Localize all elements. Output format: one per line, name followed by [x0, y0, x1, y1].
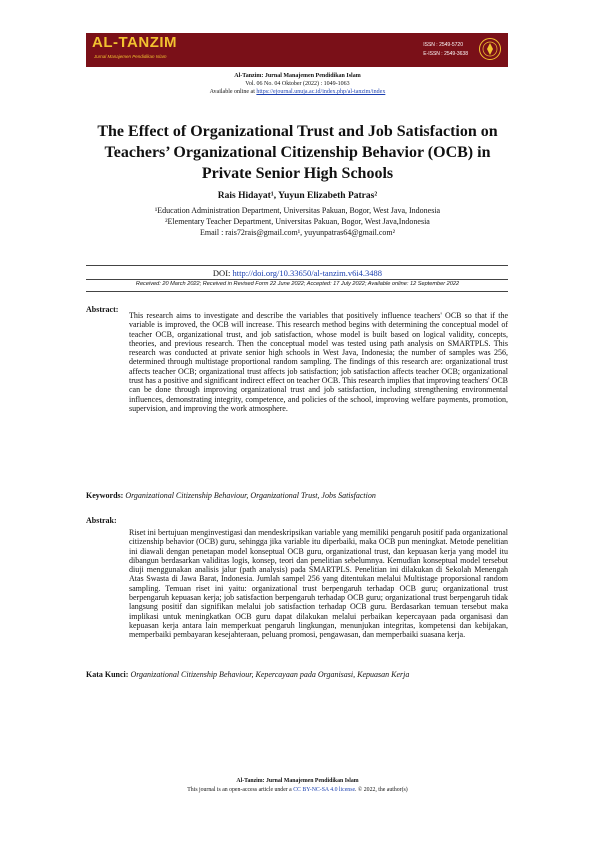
affiliation-2: ²Elementary Teacher Department, Universitas Pakuan, Bogor, West Java,Indonesia — [165, 217, 430, 226]
journal-logo: AL-TANZIM — [92, 34, 178, 51]
journal-availability — [0, 88, 595, 96]
footer-license — [0, 787, 595, 793]
license-suffix: . © 2022, the author(s) — [355, 787, 408, 793]
abstract-label: Abstract: — [86, 305, 119, 314]
affiliations — [0, 205, 595, 238]
received-rule — [86, 291, 508, 292]
kata-kunci-label: Kata Kunci: — [86, 670, 129, 679]
journal-logo-subtitle: Jurnal Manajemen Pendidikan Islam — [94, 54, 167, 59]
keywords-line — [86, 491, 508, 500]
issn-online: E-ISSN : 2549-3638 — [423, 51, 468, 57]
doi-bottom-rule — [86, 279, 508, 280]
keywords-label: Keywords: — [86, 491, 124, 500]
issn-print: ISSN : 2549-5720 — [423, 42, 463, 48]
abstract-text: This research aims to investigate and describe the variables that positively influence teachers' OCB so that if the variable is improved, the OCB will increase. This research method begins with determining the conceptual model of teacher OCB, organizational trust, and job satisfaction, whose model is built based on logical validity, concepts, theories, and previous research. Then the conceptual model was tested using path analysis on SMARTPLS. This research was conducted at private senior high schools in West Java, Indonesia; the number of samples was 256, determined through multistage proportional random sampling. The findings of this research are: organizational trust affects teacher OCB; organizational trust affects job satisfaction; job satisfaction affects teacher OCB; organizational trust has a positive and significant indirect effect on teacher OCB. This research implies that improving teachers' OCB can be done through improving organizational trust and job satisfaction, including strengthening environmental influences, demonstrating integrity, competence, and policies of the school, improving welfare payments, promotion, supervision, and improving the work atmosphere. — [129, 311, 508, 413]
doi-line — [0, 268, 595, 278]
journal-banner — [86, 33, 508, 67]
journal-info — [0, 72, 595, 96]
license-prefix: This journal is an open-access article under a — [187, 787, 292, 793]
doi-top-rule — [86, 265, 508, 266]
journal-url-link[interactable]: https://ejournal.unuja.ac.id/index.php/al-tanzim/index — [256, 89, 386, 95]
university-seal-icon — [478, 37, 502, 61]
issn-block — [423, 41, 468, 59]
paper-title: The Effect of Organizational Trust and Job Satisfaction on Teachers’ Organizational Citizenship Behavior (OCB) in Private Senior High Schools — [97, 123, 498, 182]
author-emails: Email : rais72rais@gmail.com¹, yuyunpatras64@gmail.com² — [199, 228, 396, 237]
kata-kunci-list: Organizational Citizenship Behaviour, Kepercayaan pada Organisasi, Kepuasan Kerja — [130, 670, 410, 679]
abstrak-label: Abstrak: — [86, 516, 117, 525]
received-dates: Received: 20 March 2022; Received in Revised Form 22 June 2022; Accepted: 17 July 2022; Available online: 12 September 2022 — [135, 281, 460, 287]
footer-journal-name: Al-Tanzim: Jurnal Manajemen Pendidikan Islam — [236, 778, 359, 784]
affiliation-1: ¹Education Administration Department, Universitas Pakuan, Bogor, West Java, Indonesia — [154, 206, 441, 215]
paper-authors: Rais Hidayat¹, Yuyun Elizabeth Patras² — [217, 191, 378, 201]
kata-kunci-line — [86, 670, 508, 679]
available-prefix: Available online at — [209, 89, 255, 95]
abstrak-text: Riset ini bertujuan menginvestigasi dan mendeskripsikan variable yang memiliki pengaruh positif pada organizational citizenship behavior (OCB) guru, sehingga jika variable itu diperbaiki, maka OCB pun meningkat. Metode penelitian ini diawali dengan penetapan model konseptual OCB guru, organizational trust, dan kepuasan kerja yang model itu dibangun berdasarkan validitas logis, konsep, teori dan penelitian sebelumnya. Kemudian konseptual model tersebut diuji menggunakan analisis jalur (path analysis) pada SMARTPLS. Penelitian ini dilakukan di Sekolah Menengah Atas Swasta di Jawa Barat, Indonesia. Jumlah sampel 256 yang ditentukan melalui Multistage proporsional random sampling. Temuan riset ini yaitu: organizational trust berpengaruh terhadap OCB guru; organizational trust berpengaruh kepuasan kerja; job satisfaction berpengaruh terhadap OCB guru; organizational trust berpengaruh tidak langsung positif dan signifikan melalui job satisfaction terhadap OCB guru. Berdasarkan temuan tersebut maka implikasi untuk meningkatkan OCB guru dapat dilakukan melalui perbaikan kepercayaan pada organisasi dan kepuasan kerja antara lain memperkuat pengaruh lingkungan, menunjukan integritas, kompetensi dan kebijakan, memperbaiki pembayaran kesejahteraan, peluang promosi, pengawasan, dan memperbaiki suasana kerja. — [129, 528, 508, 640]
license-link[interactable]: CC BY-NC-SA 4.0 license — [293, 787, 356, 793]
doi-label: DOI: — [212, 268, 231, 278]
journal-name: Al-Tanzim: Jurnal Manajemen Pendidikan Islam — [234, 73, 361, 79]
journal-volume: Vol. 06 No. 04 Oktober (2022) : 1049-1063 — [245, 81, 350, 87]
keywords-list: Organizational Citizenship Behaviour, Organizational Trust, Jobs Satisfaction — [125, 491, 376, 500]
doi-link[interactable]: http://doi.org/10.33650/al-tanzim.v6i4.3488 — [232, 268, 383, 278]
